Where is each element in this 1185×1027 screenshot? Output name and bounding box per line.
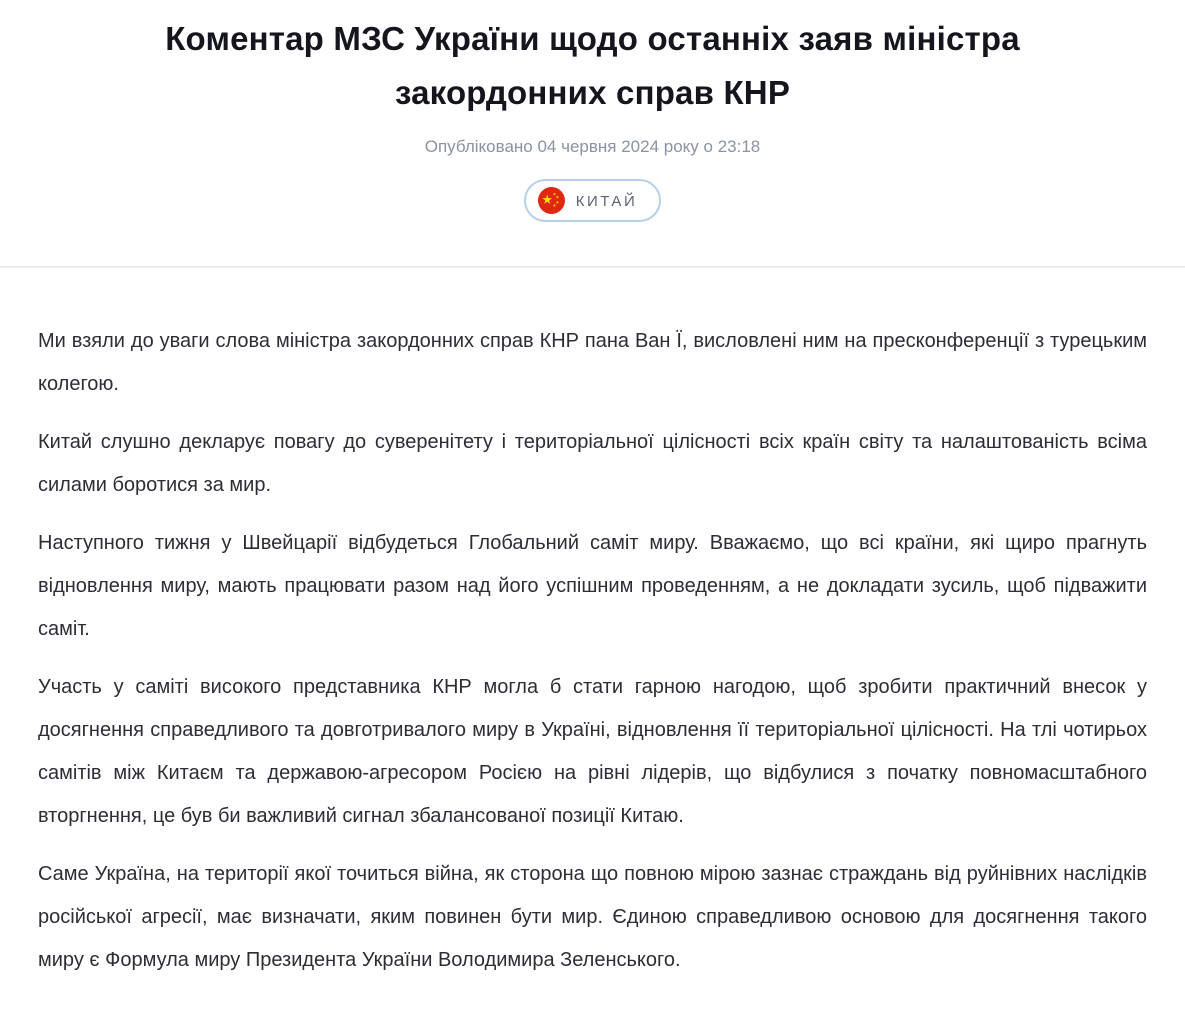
- article-body: [0, 268, 1185, 1027]
- publish-date: Опубліковано 04 червня 2024 року о 23:18: [424, 136, 761, 156]
- article-paragraph: Китай слушно декларує повагу до суверенітету і територіальної цілісності всіх країн світу та налаштованість всіма силами боротися за мир.: [38, 430, 1147, 496]
- tag-china[interactable]: [524, 179, 661, 222]
- article-paragraph: Наступного тижня у Швейцарії відбудеться Глобальний саміт миру. Вважаємо, що всі країни, які щиро прагнуть відновлення миру, мають працювати разом над його успішним проведенням, а не докладати зусиль, щоб підважити саміт.: [38, 531, 1147, 640]
- page-title: Коментар МЗС України щодо останніх заяв міністра закордонних справ КНР: [165, 20, 1020, 112]
- article-paragraph: Участь у саміті високого представника КНР могла б стати гарною нагодою, щоб зробити практичний внесок у досягнення справедливого та довготривалого миру в Україні, відновлення її територіальної цілісності. На тлі чотирьох самітів між Китаєм та державою-агресором Росією на рівні лідерів, що відбулися з початку повномасштабного вторгнення, це був би важливий сигнал збалансованої позиції Китаю.: [38, 675, 1147, 827]
- article-paragraph: Саме Україна, на території якої точиться війна, як сторона що повною мірою зазнає страждань від руйнівних наслідків російської агресії, має визначати, яким повинен бути мир. Єдиною справедливою основою для досягнення такого миру є Формула миру Президента України Володимира Зеленського.: [38, 862, 1147, 971]
- article-header: [0, 0, 1185, 222]
- tag-label: КИТАЙ: [575, 192, 638, 210]
- china-flag-icon: [538, 187, 565, 214]
- article-paragraph: Ми взяли до уваги слова міністра закордонних справ КНР пана Ван Ї, висловлені ним на пресконференції з турецьким колегою.: [38, 329, 1147, 395]
